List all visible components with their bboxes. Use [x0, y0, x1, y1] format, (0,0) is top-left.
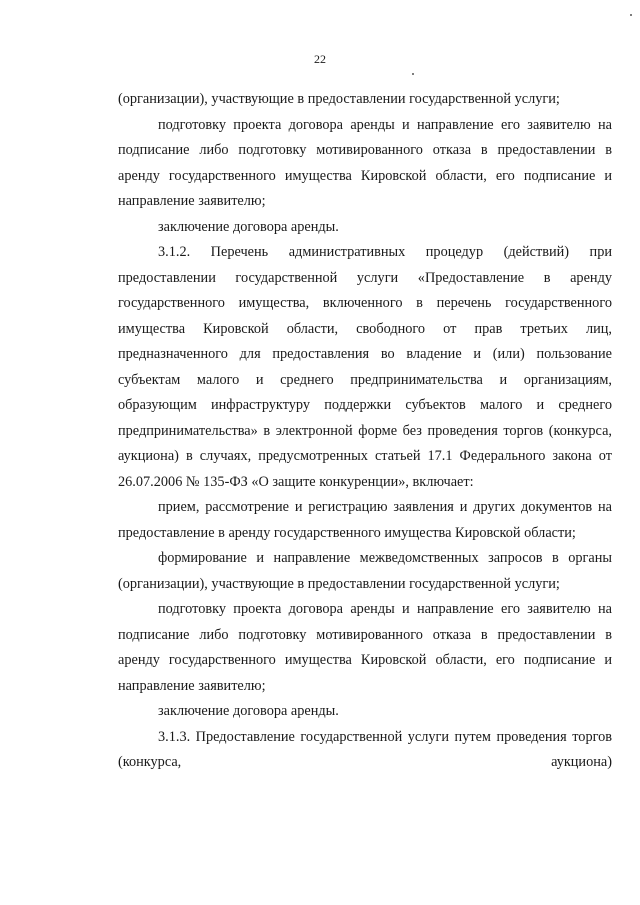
paragraph: подготовку проекта договора аренды и направление его заявителю на подписание либо подготовку мотивированного отказа в предоставлении в аренду государственного имущества Кировской области, его подписание и направление заявителю; [118, 116, 612, 209]
paragraph: прием, рассмотрение и регистрацию заявления и других документов на предоставление в аренду государственного имущества Кировской области; [118, 499, 612, 541]
paragraph: заключение договора аренды. [158, 703, 339, 719]
page-number: 22 [314, 52, 326, 66]
scan-speck [412, 73, 414, 75]
paragraph: подготовку проекта договора аренды и направление его заявителю на подписание либо подготовку мотивированного отказа в предоставлении в аренду государственного имущества Кировской области, его подписание и направление заявителю; [118, 601, 612, 694]
paragraph-continuation: (организации), участвующие в предоставлении государственной услуги; [118, 91, 560, 107]
document-body [118, 87, 612, 776]
scan-speck [630, 14, 632, 16]
paragraph-section-3-1-3: 3.1.3. Предоставление государственной услуги путем проведения торгов (конкурса, аукциона) [118, 728, 612, 770]
paragraph: заключение договора аренды. [158, 218, 339, 235]
paragraph: формирование и направление межведомственных запросов в органы (организации), участвующие в предоставлении государственной услуги; [118, 550, 612, 592]
paragraph-section-3-1-2: 3.1.2. Перечень административных процедур (действий) при предоставлении государственной услуги «Предоставление в аренду государственного имущества, включенного в перечень государственного имущества Кировской области, свободного от прав третьих лиц, предназначенного для предоставления во владение и (или) пользование субъектам малого и среднего предпринимательства и организациям, образующим инфраструктуру поддержки субъектов малого и среднего предпринимательства» в электронной форме без проведения торгов (конкурса, аукциона) в случаях, предусмотренных статьей 17.1 Федерального закона от 26.07.2006 № 135-ФЗ «О защите конкуренции», включает: [118, 244, 612, 490]
